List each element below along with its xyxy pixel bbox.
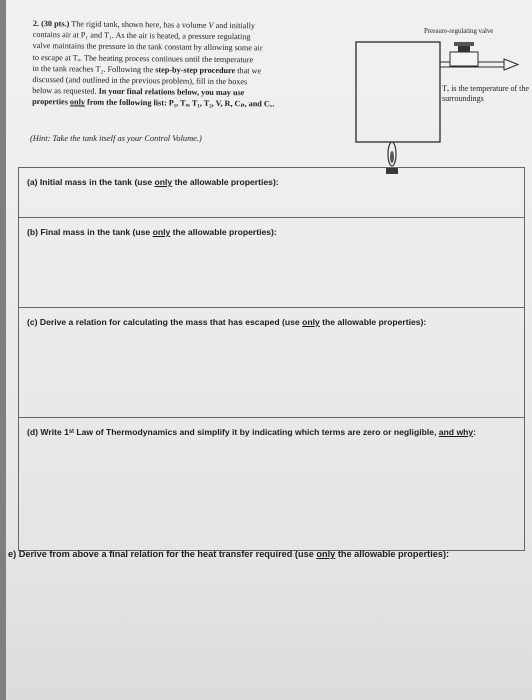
problem-line-6: discussed (and outlined in the previous problem), fill in the boxes bbox=[32, 75, 248, 87]
answer-box-d[interactable] bbox=[19, 418, 525, 551]
question-d: (d) Write 1ˢᵗ Law of Thermodynamics and simplify it by indicating which terms are zero or negligible, and why: bbox=[27, 427, 477, 437]
problem-line-8: properties only from the following list: P₁, Tₒ, T₁, T₂, V, R, Cₚ, and Cᵥ. bbox=[32, 97, 275, 109]
valve-handle bbox=[454, 42, 474, 46]
answer-box-c[interactable] bbox=[19, 308, 525, 418]
valve-body bbox=[450, 52, 478, 66]
surroundings-label: Tₒ is the temperature of the surroundings bbox=[442, 84, 529, 103]
escape-arrow bbox=[504, 59, 518, 70]
answer-boxes bbox=[18, 167, 525, 551]
problem-statement bbox=[32, 18, 351, 111]
problem-line-5: in the tank reaches T₂. Following the step-by-step procedure that we bbox=[32, 63, 262, 76]
answer-box-b[interactable] bbox=[19, 218, 525, 308]
valve-stem bbox=[458, 46, 470, 52]
problem-line-7: below as requested. In your final relations below, you may use bbox=[32, 86, 245, 98]
worksheet-page bbox=[6, 0, 532, 700]
problem-line-2: contains air at P₁ and T₁. As the air is heated, a pressure regulating bbox=[32, 30, 251, 42]
problem-line-4: to escape at Tₒ. The heating process continues until the temperature bbox=[32, 52, 254, 64]
question-a: (a) Initial mass in the tank (use only the allowable properties): bbox=[27, 177, 279, 187]
tank-outline bbox=[356, 42, 440, 142]
problem-line-1: 2. (30 pts.) The rigid tank, shown here, has a volume V and initially bbox=[32, 18, 256, 31]
hint-text: (Hint: Take the tank itself as your Control Volume.) bbox=[30, 134, 202, 143]
problem-line-3: valve maintains the pressure in the tank constant by allowing some air bbox=[32, 41, 263, 53]
question-b: (b) Final mass in the tank (use only the allowable properties): bbox=[27, 227, 277, 237]
question-c: (c) Derive a relation for calculating the mass that has escaped (use only the allowable properties): bbox=[27, 317, 427, 327]
answer-box-a[interactable] bbox=[19, 168, 525, 218]
question-e: e) Derive from above a final relation for the heat transfer required (use only the allowable properties): bbox=[8, 549, 450, 559]
valve-label: Pressure-regulating valve bbox=[424, 28, 494, 35]
